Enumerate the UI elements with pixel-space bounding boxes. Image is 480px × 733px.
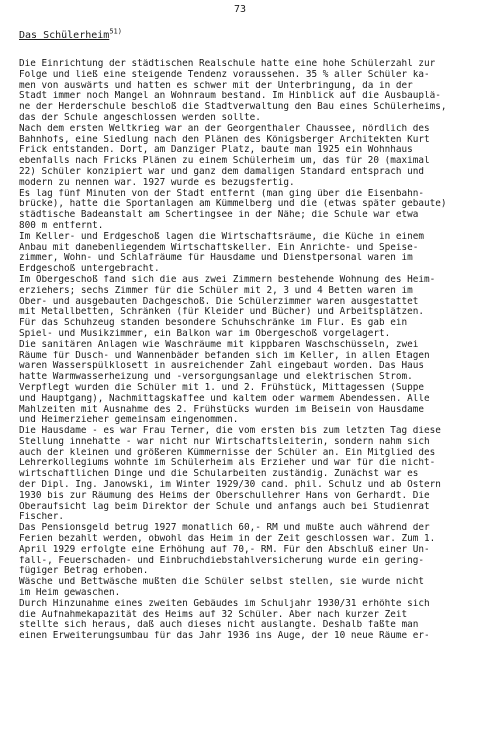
text-line: April 1929 erfolgte eine Erhöhung auf 70,- RM. Für den Abschluß einer Un- bbox=[19, 544, 430, 555]
text-line: modern zu nennen war. 1927 wurde es bezugsfertig. bbox=[19, 177, 295, 188]
text-line: Wäsche und Bettwäsche mußten die Schüler selbst stellen, sie wurde nicht bbox=[19, 577, 425, 588]
text-line: Stadt immer noch Mangel an Wohnraum bestand. Im Hinblick auf die Ausbauplä- bbox=[19, 91, 441, 102]
text-line: und Heimerzieher gemeinsam eingenommen. bbox=[19, 415, 239, 426]
footnote-marker: 51) bbox=[109, 27, 122, 36]
text-line: Folge und ließ eine steigende Tendenz voraussehen. 35 % aller Schüler ka- bbox=[19, 69, 430, 80]
text-line: fall-, Feuerschaden- und Einbruchdiebstahlversicherung wurde ein gering- bbox=[19, 555, 425, 566]
text-line: Die sanitären Anlagen wie Waschräume mit kippbaren Waschschüsseln, zwei bbox=[19, 339, 419, 350]
section-heading bbox=[19, 27, 122, 42]
text-line: erziehers; sechs Zimmer für die Schüler mit 2, 3 und 4 Betten waren im bbox=[19, 285, 413, 296]
text-line: stellte sich heraus, daß auch dieses nicht auslangte. Deshalb faßte man bbox=[19, 620, 419, 631]
text-line: das der Schule angeschlossen werden sollte. bbox=[19, 112, 261, 123]
body-text bbox=[19, 59, 471, 642]
text-line: und Hauptgang), Nachmittagskaffee und kaltem oder warmem Abendessen. Alle bbox=[19, 393, 430, 404]
text-line: mit Metallbetten, Schränken (für Kleider und Bücher) und Arbeitsplätzen. bbox=[19, 307, 425, 318]
text-line: Lehrerkollegiums wohnte im Schülerheim als Erzieher und war für die nicht- bbox=[19, 458, 436, 469]
text-line: Im Obergeschoß fand sich die aus zwei Zimmern bestehende Wohnung des Heim- bbox=[19, 274, 436, 285]
text-line: Nach dem ersten Weltkrieg war an der Georgenthaler Chaussee, nördlich des bbox=[19, 123, 430, 134]
text-line: brücke), hatte die Sportanlagen am Kümmelberg und die (etwas später gebaute) bbox=[19, 199, 447, 210]
text-line: fügiger Betrag erhoben. bbox=[19, 566, 149, 577]
text-line: Frick entstanden. Dort, am Danziger Platz, baute man 1925 ein Wohnhaus bbox=[19, 145, 413, 156]
text-line: Anbau mit danebenliegendem Wirtschaftskeller. Ein Anrichte- und Speise- bbox=[19, 242, 419, 253]
text-line: Stellung innehatte - war nicht nur Wirtschaftsleiterin, sondern nahm sich bbox=[19, 436, 430, 447]
text-line: die Aufnahmekapazität des Heims auf 32 Schüler. Aber nach kurzer Zeit bbox=[19, 609, 408, 620]
section-title: Das Schülerheim bbox=[19, 30, 110, 41]
page-number: 73 bbox=[233, 4, 247, 15]
text-line: der Dipl. Ing. Janowski, im Winter 1929/30 cand. phil. Schulz und ab Ostern bbox=[19, 480, 441, 491]
text-line: Mahlzeiten mit Ausnahme des 2. Frühstücks wurden im Beisein von Hausdame bbox=[19, 404, 425, 415]
text-line: Durch Hinzunahme eines zweiten Gebäudes im Schuljahr 1930/31 erhöhte sich bbox=[19, 598, 430, 609]
text-line: hatte Warmwasserheizung und -versorgungsanlage und elektrischen Strom. bbox=[19, 372, 413, 383]
text-line: zimmer, Wohn- und Schlafräume für Hausdame und Dienstpersonal waren im bbox=[19, 253, 413, 264]
text-line: ebenfalls nach Fricks Plänen zu einem Schülerheim um, das für 20 (maximal bbox=[19, 156, 430, 167]
text-line: waren Wasserspülklosett in ausreichender Zahl eingebaut worden. Das Haus bbox=[19, 361, 425, 372]
text-line: Verpflegt wurden die Schüler mit 1. und 2. Frühstück, Mittagessen (Suppe bbox=[19, 382, 425, 393]
text-line: Erdgeschoß untergebracht. bbox=[19, 264, 160, 275]
text-line: städtische Badeanstalt am Schertingsee in der Nähe; die Schule war etwa bbox=[19, 210, 419, 221]
text-line: Oberaufsicht lag beim Direktor der Schule und anfangs auch bei Studienrat bbox=[19, 501, 430, 512]
text-line: 800 m entfernt. bbox=[19, 220, 104, 231]
text-line: Spiel- und Musikzimmer, ein Balkon war im Obergeschoß vorgelagert. bbox=[19, 328, 391, 339]
text-line: Die Hausdame - es war Frau Terner, die vom ersten bis zum letzten Tag diese bbox=[19, 426, 441, 437]
text-line: Im Keller- und Erdgeschoß lagen die Wirtschaftsräume, die Küche in einem bbox=[19, 231, 425, 242]
text-line: Bahnhofs, eine Siedlung nach den Plänen des Königsberger Architekten Kurt bbox=[19, 134, 430, 145]
text-line: wirtschaftlichen Dinge und die Schularbeiten zuständig. Zunächst war es bbox=[19, 469, 419, 480]
text-line: Es lag fünf Minuten von der Stadt entfernt (man ging über die Eisenbahn- bbox=[19, 188, 425, 199]
text-line: Fischer. bbox=[19, 512, 65, 523]
text-line: Die Einrichtung der städtischen Realschule hatte eine hohe Schülerzahl zur bbox=[19, 59, 436, 69]
text-line: Das Pensionsgeld betrug 1927 monatlich 60,- RM und mußte auch während der bbox=[19, 523, 430, 534]
text-line: auch der kleinen und größeren Kümmernisse der Schüler an. Ein Mitglied des bbox=[19, 447, 436, 458]
text-line: 22) Schüler konzipiert war und ganz dem damaligen Standard entsprach und bbox=[19, 166, 425, 177]
text-line: Für das Schuhzeug standen besondere Schuhschränke im Flur. Es gab ein bbox=[19, 318, 408, 329]
text-line: men von auswärts und hatten es schwer mit der Unterbringung, da in der bbox=[19, 80, 413, 91]
text-line: im Heim gewaschen. bbox=[19, 588, 121, 599]
text-line: 1930 bis zur Räumung des Heims der Oberschullehrer Hans von Gerhardt. Die bbox=[19, 490, 430, 501]
text-line: Räume für Dusch- und Wannenbäder befanden sich im Keller, in allen Etagen bbox=[19, 350, 430, 361]
text-line: Ober- und ausgebauten Dachgeschoß. Die Schülerzimmer waren ausgestattet bbox=[19, 296, 419, 307]
text-line: Ferien bezahlt werden, obwohl das Heim in der Zeit geschlossen war. Zum 1. bbox=[19, 534, 436, 545]
text-line: einen Erweiterungsumbau für das Jahr 1936 ins Auge, der 10 neue Räume er- bbox=[19, 631, 430, 642]
text-line: ne der Herderschule beschloß die Stadtverwaltung den Bau eines Schülerheims, bbox=[19, 102, 447, 113]
